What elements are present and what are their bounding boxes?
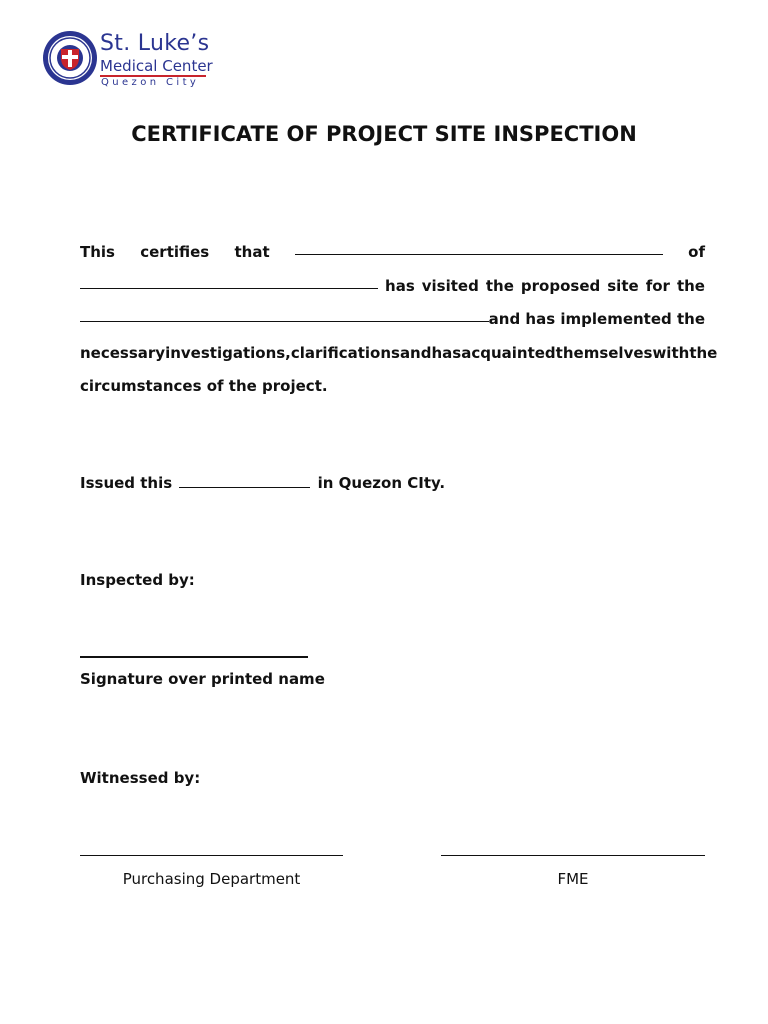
- witnessed-by-label: Witnessed by:: [80, 769, 201, 787]
- inspector-signature-line: [80, 656, 308, 658]
- hospital-seal-icon: [42, 30, 98, 86]
- paragraph-word: that: [234, 243, 270, 261]
- brand-subtitle: Medical Center: [100, 57, 213, 75]
- paragraph-word: visited: [421, 276, 479, 295]
- paragraph-word: has: [385, 276, 415, 295]
- paragraph-word: certifies: [140, 243, 210, 261]
- hospital-logo: [42, 30, 222, 90]
- document-title: CERTIFICATE OF PROJECT SITE INSPECTION: [131, 122, 637, 146]
- project-name-blank: [80, 303, 489, 322]
- paragraph-text: and has implemented the: [488, 310, 705, 328]
- witness-signature-line-fme: [441, 855, 705, 856]
- witness-label-purchasing: Purchasing Department: [122, 870, 301, 888]
- paragraph-word: and: [399, 343, 432, 362]
- paragraph-line-4: [80, 337, 718, 371]
- certificate-paragraph: [80, 236, 718, 404]
- issued-suffix: in Quezon CIty.: [317, 474, 446, 492]
- paragraph-word: the: [485, 276, 514, 295]
- company-address-blank: [80, 270, 378, 289]
- paragraph-word: the: [689, 343, 718, 362]
- issued-line: [80, 471, 445, 492]
- company-name-blank: [295, 236, 663, 255]
- paragraph-word: with: [652, 343, 690, 362]
- issued-prefix: Issued this: [80, 474, 173, 492]
- paragraph-word: clarifications: [290, 343, 400, 362]
- brand-city: Quezon City: [101, 77, 200, 88]
- inspected-by-label: Inspected by:: [80, 571, 195, 589]
- paragraph-line-5: circumstances of the project.: [80, 377, 328, 395]
- issue-date-blank: [179, 471, 310, 488]
- paragraph-line-3: [80, 303, 705, 337]
- paragraph-word: the: [676, 276, 705, 295]
- witness-label-fme: FME: [557, 870, 589, 888]
- signature-label: Signature over printed name: [80, 670, 325, 688]
- paragraph-word: investigations,: [165, 343, 291, 362]
- brand-name: St. Luke’s: [100, 31, 210, 56]
- paragraph-line-2: [80, 270, 705, 304]
- paragraph-word: has: [431, 343, 462, 362]
- witness-signature-line-purchasing: [80, 855, 343, 856]
- paragraph-word: site: [607, 276, 639, 295]
- paragraph-word: necessary: [80, 343, 166, 362]
- paragraph-word: for: [645, 276, 670, 295]
- paragraph-word: themselves: [555, 343, 653, 362]
- paragraph-word: proposed: [520, 276, 601, 295]
- paragraph-line-1: [80, 236, 705, 270]
- paragraph-word: This: [80, 243, 115, 261]
- paragraph-word: acquainted: [461, 343, 556, 362]
- paragraph-word: of: [688, 243, 705, 261]
